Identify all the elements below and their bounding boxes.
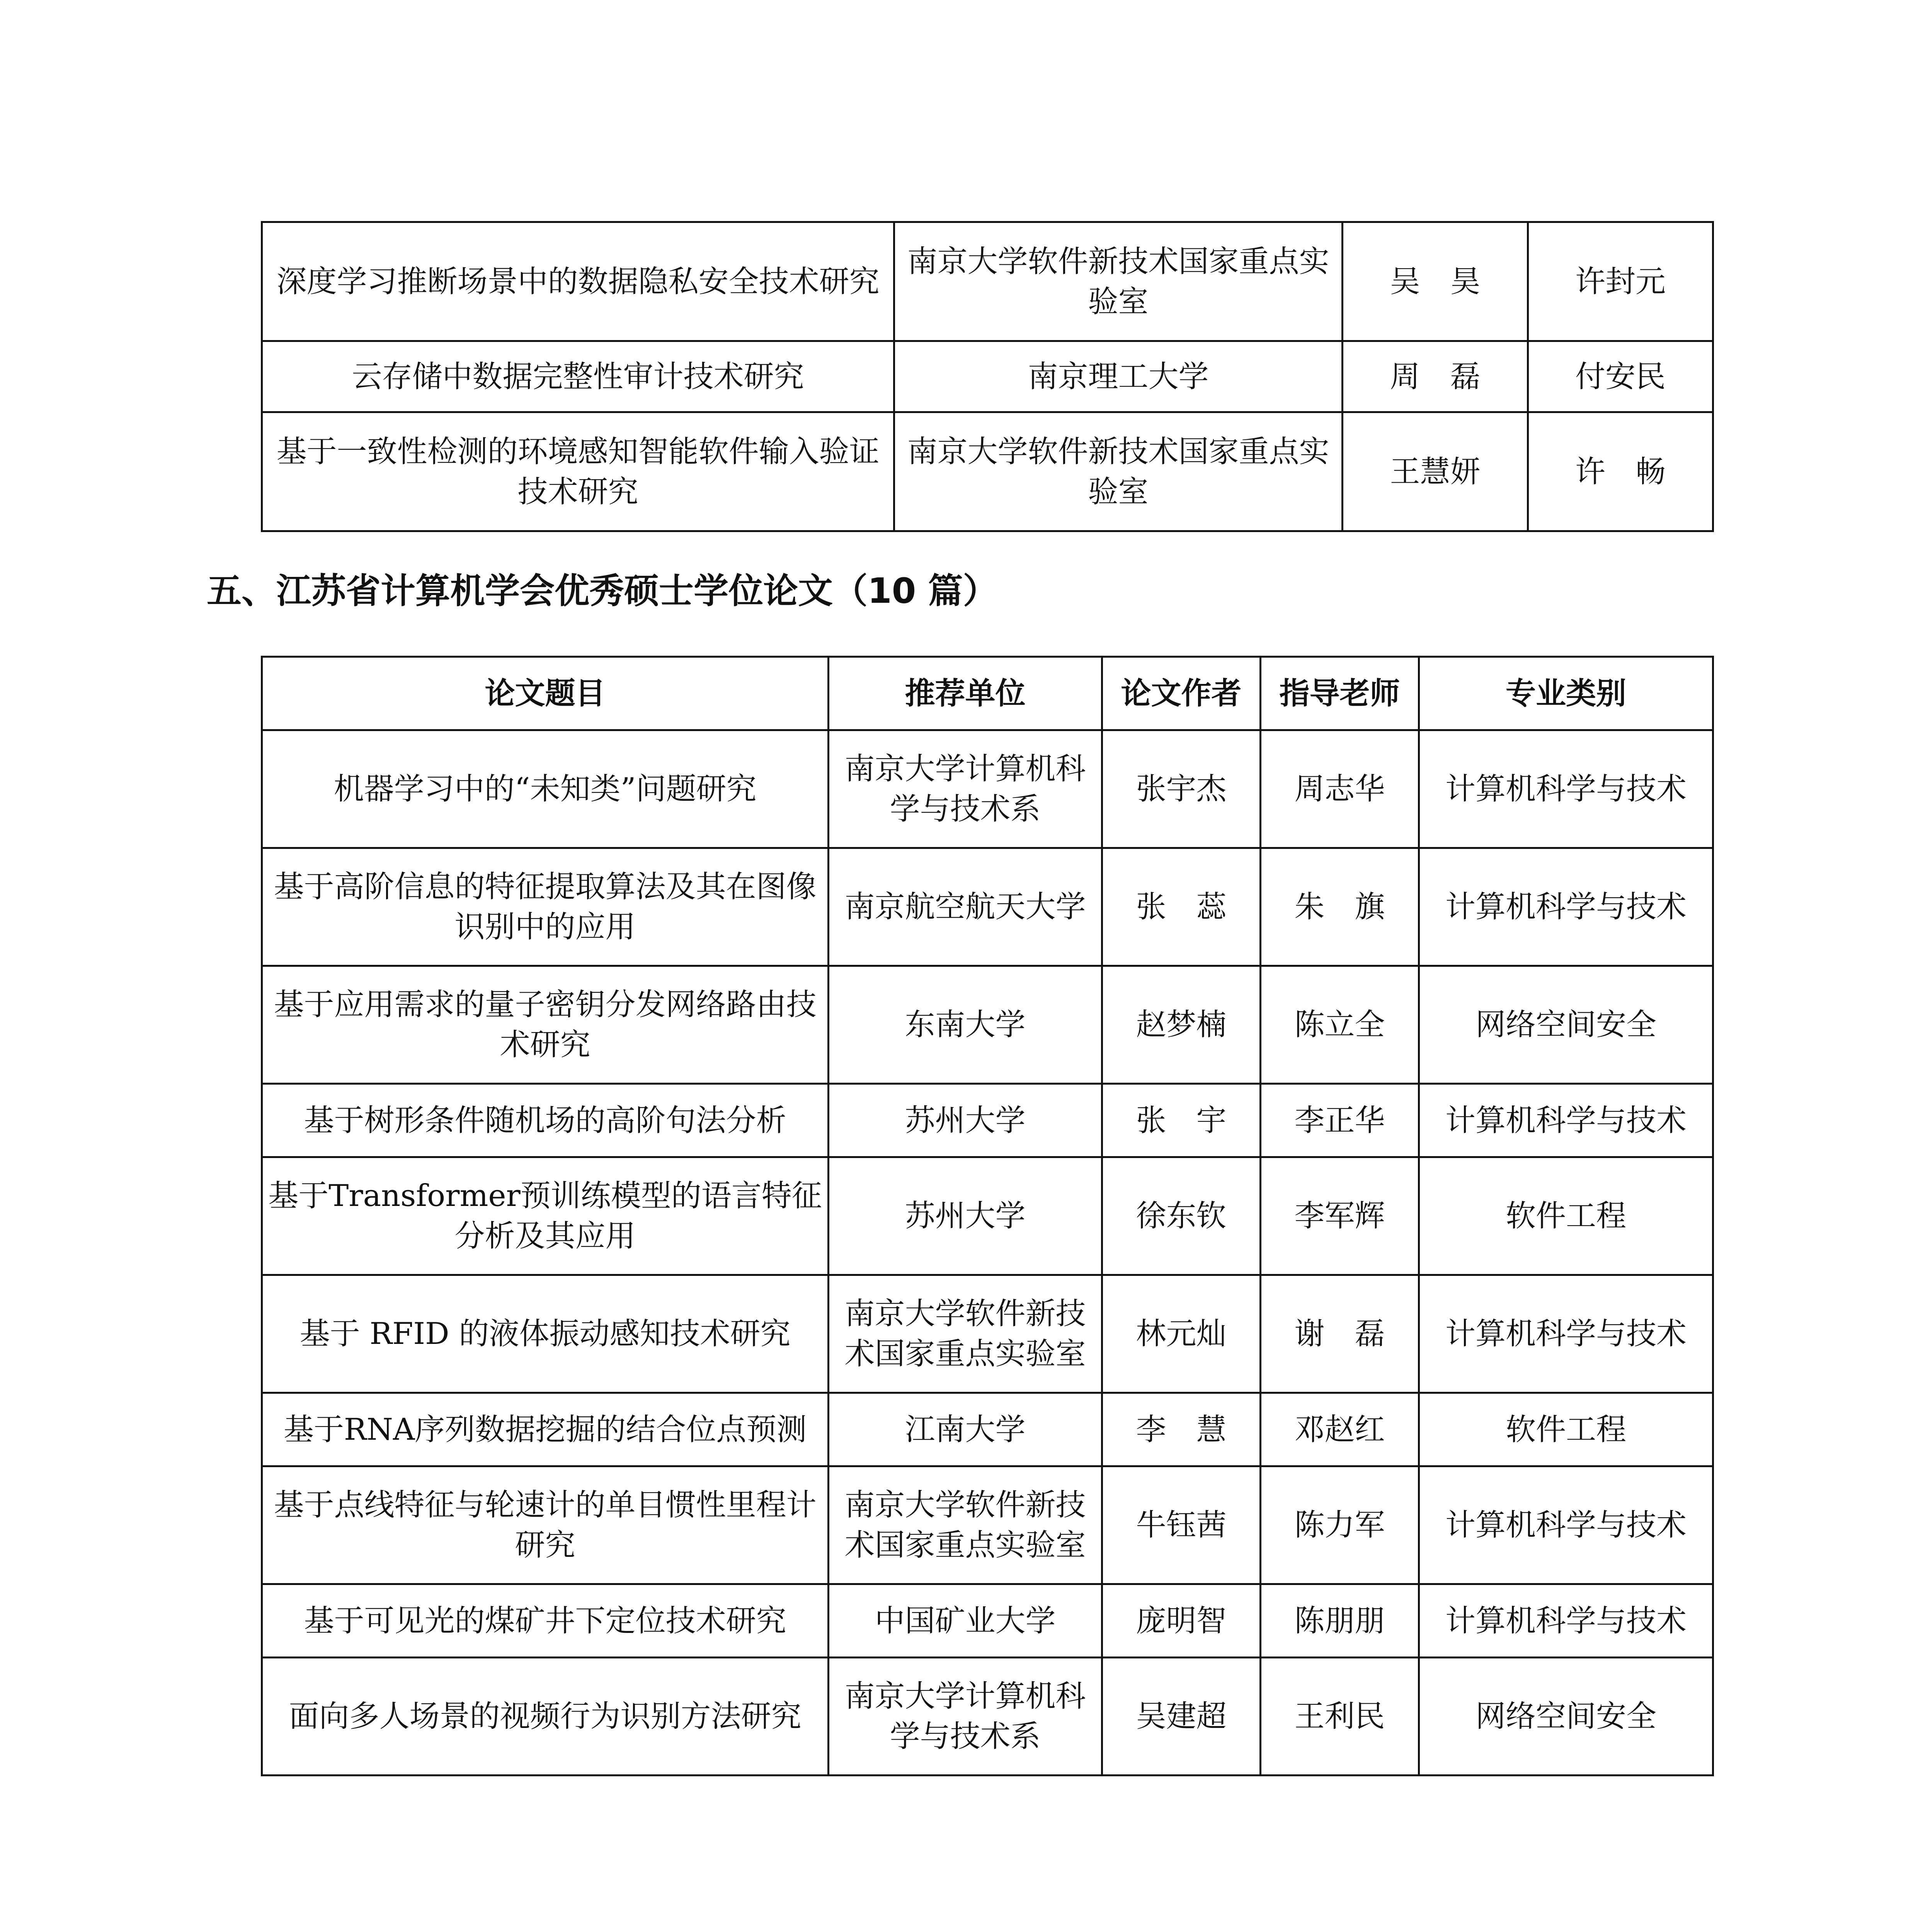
thesis-title-cell: 基于RNA序列数据挖掘的结合位点预测 <box>262 1393 829 1466</box>
major-category-cell: 计算机科学与技术 <box>1419 848 1713 966</box>
thesis-title-cell: 云存储中数据完整性审计技术研究 <box>262 341 894 412</box>
recommending-unit-cell: 南京大学软件新技术国家重点实验室 <box>894 222 1343 341</box>
recommending-unit-cell: 苏州大学 <box>829 1157 1102 1275</box>
advisor-cell: 邓赵红 <box>1261 1393 1419 1466</box>
thesis-title-cell: 基于一致性检测的环境感知智能软件输入验证技术研究 <box>262 412 894 531</box>
table-row <box>262 1084 1713 1157</box>
author-cell: 牛钰茜 <box>1102 1466 1261 1584</box>
header-thesis-title: 论文题目 <box>262 657 829 730</box>
header-major-category: 专业类别 <box>1419 657 1713 730</box>
continued-award-table <box>261 221 1714 532</box>
author-cell: 张宇杰 <box>1102 730 1261 848</box>
masters-thesis-table-body <box>262 730 1713 1776</box>
thesis-title-cell: 基于树形条件随机场的高阶句法分析 <box>262 1084 829 1157</box>
major-category-cell: 网络空间安全 <box>1419 966 1713 1084</box>
advisor-cell: 王利民 <box>1261 1658 1419 1776</box>
recommending-unit-cell: 南京大学计算机科学与技术系 <box>829 1658 1102 1776</box>
advisor-cell: 谢 磊 <box>1261 1275 1419 1393</box>
author-cell: 张 宇 <box>1102 1084 1261 1157</box>
table-row <box>262 1157 1713 1275</box>
author-cell: 吴建超 <box>1102 1658 1261 1776</box>
advisor-cell: 朱 旗 <box>1261 848 1419 966</box>
thesis-title-cell: 基于高阶信息的特征提取算法及其在图像识别中的应用 <box>262 848 829 966</box>
masters-thesis-table <box>261 656 1714 1776</box>
thesis-title-cell: 基于可见光的煤矿井下定位技术研究 <box>262 1584 829 1658</box>
author-cell: 徐东钦 <box>1102 1157 1261 1275</box>
recommending-unit-cell: 南京大学软件新技术国家重点实验室 <box>894 412 1343 531</box>
advisor-cell: 许封元 <box>1528 222 1713 341</box>
recommending-unit-cell: 南京大学软件新技术国家重点实验室 <box>829 1466 1102 1584</box>
table-row <box>262 848 1713 966</box>
major-category-cell: 软件工程 <box>1419 1157 1713 1275</box>
table-row <box>262 730 1713 848</box>
advisor-cell: 付安民 <box>1528 341 1713 412</box>
table-row <box>262 1275 1713 1393</box>
advisor-cell: 陈立全 <box>1261 966 1419 1084</box>
recommending-unit-cell: 中国矿业大学 <box>829 1584 1102 1658</box>
table-row <box>262 1466 1713 1584</box>
major-category-cell: 计算机科学与技术 <box>1419 1084 1713 1157</box>
thesis-title-cell: 基于 RFID 的液体振动感知技术研究 <box>262 1275 829 1393</box>
advisor-cell: 李正华 <box>1261 1084 1419 1157</box>
recommending-unit-cell: 江南大学 <box>829 1393 1102 1466</box>
thesis-title-cell: 基于应用需求的量子密钥分发网络路由技术研究 <box>262 966 829 1084</box>
major-category-cell: 软件工程 <box>1419 1393 1713 1466</box>
recommending-unit-cell: 南京大学软件新技术国家重点实验室 <box>829 1275 1102 1393</box>
major-category-cell: 计算机科学与技术 <box>1419 1275 1713 1393</box>
advisor-cell: 陈力军 <box>1261 1466 1419 1584</box>
major-category-cell: 计算机科学与技术 <box>1419 1466 1713 1584</box>
major-category-cell: 计算机科学与技术 <box>1419 1584 1713 1658</box>
thesis-title-cell: 机器学习中的“未知类”问题研究 <box>262 730 829 848</box>
table-row <box>262 1658 1713 1776</box>
thesis-title-cell: 基于Transformer预训练模型的语言特征分析及其应用 <box>262 1157 829 1275</box>
author-cell: 林元灿 <box>1102 1275 1261 1393</box>
thesis-title-cell: 面向多人场景的视频行为识别方法研究 <box>262 1658 829 1776</box>
thesis-title-cell: 基于点线特征与轮速计的单目惯性里程计研究 <box>262 1466 829 1584</box>
table-row <box>262 1584 1713 1658</box>
table-header-row <box>262 657 1713 730</box>
recommending-unit-cell: 南京理工大学 <box>894 341 1343 412</box>
header-recommending-unit: 推荐单位 <box>829 657 1102 730</box>
recommending-unit-cell: 南京大学计算机科学与技术系 <box>829 730 1102 848</box>
author-cell: 王慧妍 <box>1343 412 1528 531</box>
author-cell: 庞明智 <box>1102 1584 1261 1658</box>
advisor-cell: 陈朋朋 <box>1261 1584 1419 1658</box>
header-advisor: 指导老师 <box>1261 657 1419 730</box>
continued-award-table-body <box>262 222 1713 531</box>
table-row <box>262 1393 1713 1466</box>
recommending-unit-cell: 东南大学 <box>829 966 1102 1084</box>
major-category-cell: 网络空间安全 <box>1419 1658 1713 1776</box>
recommending-unit-cell: 苏州大学 <box>829 1084 1102 1157</box>
advisor-cell: 周志华 <box>1261 730 1419 848</box>
table-row <box>262 966 1713 1084</box>
header-thesis-author: 论文作者 <box>1102 657 1261 730</box>
author-cell: 吴 昊 <box>1343 222 1528 341</box>
table-row <box>262 412 1713 531</box>
advisor-cell: 许 畅 <box>1528 412 1713 531</box>
author-cell: 张 蕊 <box>1102 848 1261 966</box>
thesis-title-cell: 深度学习推断场景中的数据隐私安全技术研究 <box>262 222 894 341</box>
author-cell: 周 磊 <box>1343 341 1528 412</box>
section-heading: 五、江苏省计算机学会优秀硕士学位论文（10 篇） <box>207 571 998 611</box>
advisor-cell: 李军辉 <box>1261 1157 1419 1275</box>
author-cell: 李 慧 <box>1102 1393 1261 1466</box>
table-row <box>262 222 1713 341</box>
recommending-unit-cell: 南京航空航天大学 <box>829 848 1102 966</box>
table-row <box>262 341 1713 412</box>
major-category-cell: 计算机科学与技术 <box>1419 730 1713 848</box>
author-cell: 赵梦楠 <box>1102 966 1261 1084</box>
